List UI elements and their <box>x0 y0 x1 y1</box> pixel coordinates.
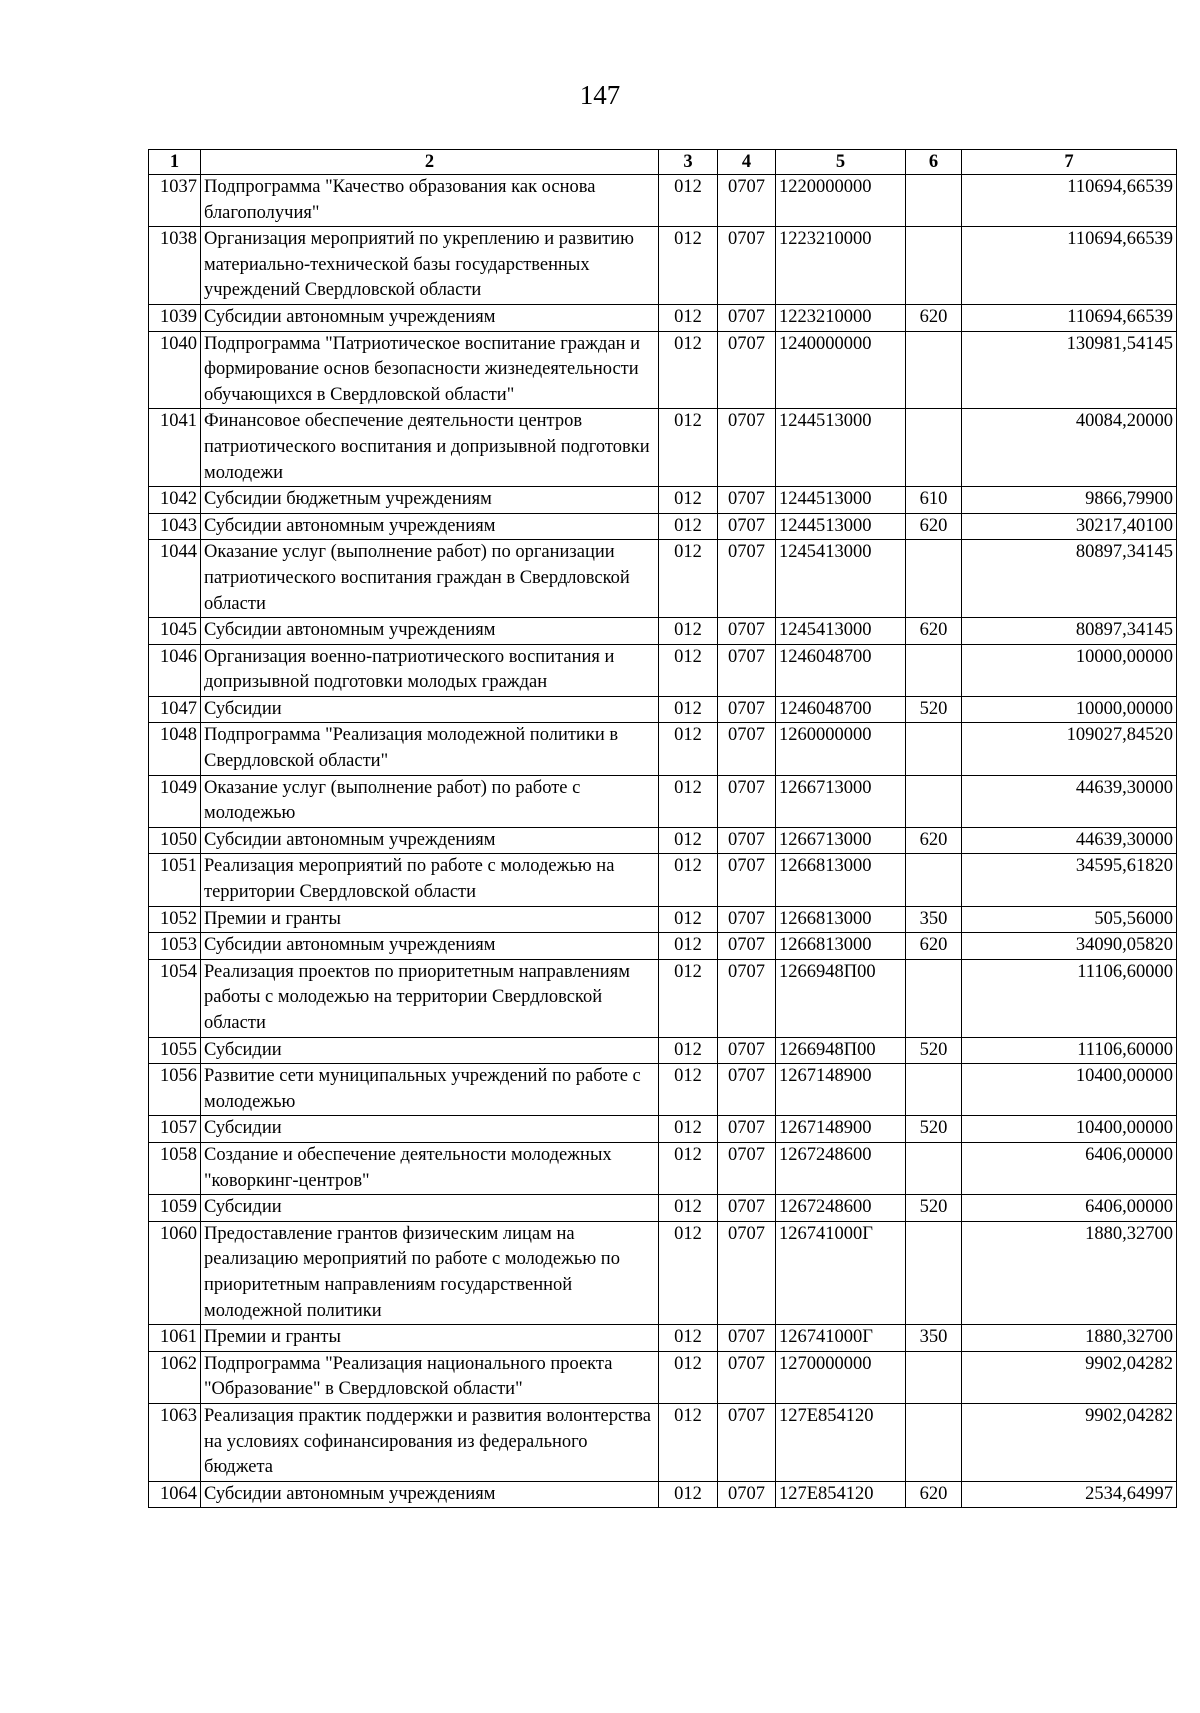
table-row <box>149 1351 1177 1403</box>
row-name: Субсидии <box>201 1195 659 1222</box>
row-target-code: 127E854120 <box>776 1403 906 1481</box>
row-amount: 1880,32700 <box>962 1325 1177 1352</box>
row-amount: 6406,00000 <box>962 1195 1177 1222</box>
row-ministry-code: 012 <box>659 959 718 1037</box>
row-amount: 80897,34145 <box>962 540 1177 618</box>
table-row <box>149 1142 1177 1194</box>
row-section-code: 0707 <box>718 1403 776 1481</box>
row-number: 1037 <box>149 175 201 227</box>
row-expense-type <box>906 644 962 696</box>
row-target-code: 1266813000 <box>776 854 906 906</box>
row-target-code: 1266948П00 <box>776 959 906 1037</box>
row-expense-type: 350 <box>906 1325 962 1352</box>
row-name: Подпрограмма "Реализация молодежной политики в Свердловской области" <box>201 723 659 775</box>
row-target-code: 1266813000 <box>776 906 906 933</box>
row-number: 1044 <box>149 540 201 618</box>
row-amount: 10400,00000 <box>962 1116 1177 1143</box>
row-ministry-code: 012 <box>659 487 718 514</box>
row-amount: 6406,00000 <box>962 1142 1177 1194</box>
column-header: 6 <box>906 150 962 175</box>
row-amount: 2534,64997 <box>962 1481 1177 1508</box>
row-amount: 30217,40100 <box>962 513 1177 540</box>
row-expense-type <box>906 854 962 906</box>
row-ministry-code: 012 <box>659 644 718 696</box>
row-amount: 110694,66539 <box>962 175 1177 227</box>
row-name: Развитие сети муниципальных учреждений по работе с молодежью <box>201 1064 659 1116</box>
row-number: 1062 <box>149 1351 201 1403</box>
table-row <box>149 513 1177 540</box>
row-name: Субсидии бюджетным учреждениям <box>201 487 659 514</box>
table-row <box>149 227 1177 305</box>
row-ministry-code: 012 <box>659 618 718 645</box>
row-number: 1059 <box>149 1195 201 1222</box>
row-section-code: 0707 <box>718 409 776 487</box>
row-target-code: 1267148900 <box>776 1064 906 1116</box>
row-expense-type: 350 <box>906 906 962 933</box>
row-amount: 10400,00000 <box>962 1064 1177 1116</box>
row-amount: 11106,60000 <box>962 1037 1177 1064</box>
table-row <box>149 304 1177 331</box>
row-target-code: 1266713000 <box>776 827 906 854</box>
row-number: 1064 <box>149 1481 201 1508</box>
row-amount: 44639,30000 <box>962 827 1177 854</box>
row-ministry-code: 012 <box>659 1481 718 1508</box>
row-number: 1041 <box>149 409 201 487</box>
row-ministry-code: 012 <box>659 1325 718 1352</box>
row-expense-type: 620 <box>906 827 962 854</box>
row-name: Предоставление грантов физическим лицам на реализацию мероприятий по работе с молодежью по приоритетным направлениям государственной молодежной политики <box>201 1221 659 1324</box>
row-number: 1048 <box>149 723 201 775</box>
row-number: 1063 <box>149 1403 201 1481</box>
row-section-code: 0707 <box>718 644 776 696</box>
row-number: 1038 <box>149 227 201 305</box>
row-number: 1042 <box>149 487 201 514</box>
row-number: 1051 <box>149 854 201 906</box>
column-header: 4 <box>718 150 776 175</box>
row-expense-type: 610 <box>906 487 962 514</box>
page-number: 147 <box>579 80 621 110</box>
row-ministry-code: 012 <box>659 775 718 827</box>
row-ministry-code: 012 <box>659 933 718 960</box>
table-row <box>149 644 1177 696</box>
row-target-code: 127E854120 <box>776 1481 906 1508</box>
row-target-code: 1223210000 <box>776 227 906 305</box>
row-ministry-code: 012 <box>659 1142 718 1194</box>
row-number: 1056 <box>149 1064 201 1116</box>
row-section-code: 0707 <box>718 1037 776 1064</box>
row-name: Субсидии автономным учреждениям <box>201 513 659 540</box>
row-target-code: 126741000Г <box>776 1325 906 1352</box>
row-section-code: 0707 <box>718 540 776 618</box>
row-amount: 110694,66539 <box>962 227 1177 305</box>
table-row <box>149 696 1177 723</box>
row-number: 1046 <box>149 644 201 696</box>
row-target-code: 1244513000 <box>776 409 906 487</box>
row-section-code: 0707 <box>718 1481 776 1508</box>
row-ministry-code: 012 <box>659 227 718 305</box>
row-expense-type <box>906 175 962 227</box>
table-row <box>149 775 1177 827</box>
row-name: Субсидии автономным учреждениям <box>201 304 659 331</box>
row-amount: 44639,30000 <box>962 775 1177 827</box>
row-name: Реализация проектов по приоритетным направлениям работы с молодежью на территории Свердловской области <box>201 959 659 1037</box>
row-name: Субсидии <box>201 1116 659 1143</box>
row-target-code: 1244513000 <box>776 513 906 540</box>
row-ministry-code: 012 <box>659 723 718 775</box>
row-amount: 34595,61820 <box>962 854 1177 906</box>
row-expense-type: 520 <box>906 696 962 723</box>
row-name: Реализация практик поддержки и развития волонтерства на условиях софинансирования из федерального бюджета <box>201 1403 659 1481</box>
row-section-code: 0707 <box>718 1221 776 1324</box>
table-row <box>149 331 1177 409</box>
row-section-code: 0707 <box>718 331 776 409</box>
row-section-code: 0707 <box>718 933 776 960</box>
table-row <box>149 1064 1177 1116</box>
row-target-code: 1223210000 <box>776 304 906 331</box>
row-expense-type <box>906 1064 962 1116</box>
row-target-code: 1266948П00 <box>776 1037 906 1064</box>
row-expense-type: 620 <box>906 304 962 331</box>
row-section-code: 0707 <box>718 1325 776 1352</box>
row-section-code: 0707 <box>718 175 776 227</box>
row-expense-type <box>906 409 962 487</box>
row-target-code: 1246048700 <box>776 644 906 696</box>
row-number: 1047 <box>149 696 201 723</box>
row-target-code: 1260000000 <box>776 723 906 775</box>
row-ministry-code: 012 <box>659 1195 718 1222</box>
row-amount: 109027,84520 <box>962 723 1177 775</box>
row-ministry-code: 012 <box>659 331 718 409</box>
row-expense-type <box>906 540 962 618</box>
row-number: 1053 <box>149 933 201 960</box>
row-amount: 9902,04282 <box>962 1403 1177 1481</box>
row-section-code: 0707 <box>718 906 776 933</box>
row-name: Подпрограмма "Качество образования как основа благополучия" <box>201 175 659 227</box>
row-name: Создание и обеспечение деятельности молодежных "коворкинг-центров" <box>201 1142 659 1194</box>
row-expense-type: 520 <box>906 1037 962 1064</box>
table-body <box>149 175 1177 1508</box>
table-header-row <box>149 150 1177 175</box>
row-ministry-code: 012 <box>659 906 718 933</box>
row-section-code: 0707 <box>718 1116 776 1143</box>
row-amount: 1880,32700 <box>962 1221 1177 1324</box>
row-amount: 40084,20000 <box>962 409 1177 487</box>
row-ministry-code: 012 <box>659 513 718 540</box>
row-ministry-code: 012 <box>659 1403 718 1481</box>
row-name: Субсидии автономным учреждениям <box>201 618 659 645</box>
table-row <box>149 1037 1177 1064</box>
row-name: Субсидии автономным учреждениям <box>201 827 659 854</box>
row-target-code: 1245413000 <box>776 618 906 645</box>
row-expense-type: 620 <box>906 513 962 540</box>
row-number: 1040 <box>149 331 201 409</box>
row-ministry-code: 012 <box>659 854 718 906</box>
row-expense-type: 620 <box>906 933 962 960</box>
row-ministry-code: 012 <box>659 175 718 227</box>
row-section-code: 0707 <box>718 854 776 906</box>
row-section-code: 0707 <box>718 1351 776 1403</box>
row-ministry-code: 012 <box>659 540 718 618</box>
row-number: 1057 <box>149 1116 201 1143</box>
row-amount: 10000,00000 <box>962 644 1177 696</box>
row-expense-type <box>906 959 962 1037</box>
row-number: 1043 <box>149 513 201 540</box>
table-row <box>149 175 1177 227</box>
row-number: 1058 <box>149 1142 201 1194</box>
row-name: Финансовое обеспечение деятельности центров патриотического воспитания и допризывной подготовки молодежи <box>201 409 659 487</box>
row-expense-type: 520 <box>906 1116 962 1143</box>
row-target-code: 1246048700 <box>776 696 906 723</box>
row-target-code: 1266713000 <box>776 775 906 827</box>
row-number: 1050 <box>149 827 201 854</box>
table-row <box>149 959 1177 1037</box>
row-expense-type <box>906 331 962 409</box>
row-expense-type: 520 <box>906 1195 962 1222</box>
table-row <box>149 487 1177 514</box>
row-ministry-code: 012 <box>659 304 718 331</box>
row-expense-type <box>906 1142 962 1194</box>
row-section-code: 0707 <box>718 1142 776 1194</box>
row-expense-type <box>906 723 962 775</box>
row-target-code: 1267248600 <box>776 1195 906 1222</box>
row-target-code: 1240000000 <box>776 331 906 409</box>
row-target-code: 1267148900 <box>776 1116 906 1143</box>
row-number: 1052 <box>149 906 201 933</box>
row-amount: 9902,04282 <box>962 1351 1177 1403</box>
table-row <box>149 933 1177 960</box>
row-amount: 110694,66539 <box>962 304 1177 331</box>
table-row <box>149 854 1177 906</box>
row-number: 1061 <box>149 1325 201 1352</box>
row-amount: 505,56000 <box>962 906 1177 933</box>
row-ministry-code: 012 <box>659 409 718 487</box>
column-header: 5 <box>776 150 906 175</box>
row-section-code: 0707 <box>718 487 776 514</box>
row-section-code: 0707 <box>718 827 776 854</box>
budget-table <box>148 149 1177 1508</box>
table-row <box>149 1403 1177 1481</box>
row-ministry-code: 012 <box>659 1037 718 1064</box>
row-name: Субсидии автономным учреждениям <box>201 933 659 960</box>
table-row <box>149 827 1177 854</box>
row-ministry-code: 012 <box>659 827 718 854</box>
row-number: 1060 <box>149 1221 201 1324</box>
row-ministry-code: 012 <box>659 1351 718 1403</box>
row-section-code: 0707 <box>718 723 776 775</box>
row-ministry-code: 012 <box>659 1064 718 1116</box>
row-target-code: 1270000000 <box>776 1351 906 1403</box>
table-row <box>149 906 1177 933</box>
row-number: 1054 <box>149 959 201 1037</box>
row-target-code: 1244513000 <box>776 487 906 514</box>
row-target-code: 1220000000 <box>776 175 906 227</box>
row-name: Организация мероприятий по укреплению и развитию материально-технической базы государственных учреждений Свердловской области <box>201 227 659 305</box>
row-section-code: 0707 <box>718 1195 776 1222</box>
row-section-code: 0707 <box>718 1064 776 1116</box>
row-section-code: 0707 <box>718 304 776 331</box>
row-section-code: 0707 <box>718 775 776 827</box>
column-header: 2 <box>201 150 659 175</box>
row-name: Премии и гранты <box>201 906 659 933</box>
row-name: Субсидии автономным учреждениям <box>201 1481 659 1508</box>
row-target-code: 126741000Г <box>776 1221 906 1324</box>
row-expense-type: 620 <box>906 618 962 645</box>
row-expense-type <box>906 1403 962 1481</box>
row-section-code: 0707 <box>718 227 776 305</box>
table-row <box>149 1325 1177 1352</box>
row-ministry-code: 012 <box>659 1116 718 1143</box>
table-row <box>149 618 1177 645</box>
row-section-code: 0707 <box>718 696 776 723</box>
row-ministry-code: 012 <box>659 696 718 723</box>
row-amount: 80897,34145 <box>962 618 1177 645</box>
table-row <box>149 409 1177 487</box>
row-name: Реализация мероприятий по работе с молодежью на территории Свердловской области <box>201 854 659 906</box>
row-name: Субсидии <box>201 696 659 723</box>
column-header: 3 <box>659 150 718 175</box>
column-header: 1 <box>149 150 201 175</box>
row-expense-type <box>906 1351 962 1403</box>
row-name: Оказание услуг (выполнение работ) по работе с молодежью <box>201 775 659 827</box>
row-expense-type <box>906 227 962 305</box>
row-amount: 34090,05820 <box>962 933 1177 960</box>
row-section-code: 0707 <box>718 513 776 540</box>
table-row <box>149 1481 1177 1508</box>
row-section-code: 0707 <box>718 959 776 1037</box>
row-section-code: 0707 <box>718 618 776 645</box>
row-amount: 130981,54145 <box>962 331 1177 409</box>
column-header: 7 <box>962 150 1177 175</box>
row-amount: 11106,60000 <box>962 959 1177 1037</box>
row-name: Подпрограмма "Патриотическое воспитание граждан и формирование основ безопасности жизнедеятельности обучающихся в Свердловской области" <box>201 331 659 409</box>
table-row <box>149 1221 1177 1324</box>
row-target-code: 1266813000 <box>776 933 906 960</box>
row-name: Субсидии <box>201 1037 659 1064</box>
table-row <box>149 1116 1177 1143</box>
row-number: 1055 <box>149 1037 201 1064</box>
row-name: Премии и гранты <box>201 1325 659 1352</box>
row-name: Подпрограмма "Реализация национального проекта "Образование" в Свердловской области" <box>201 1351 659 1403</box>
row-expense-type <box>906 775 962 827</box>
row-name: Оказание услуг (выполнение работ) по организации патриотического воспитания граждан в Свердловской области <box>201 540 659 618</box>
row-name: Организация военно-патриотического воспитания и допризывной подготовки молодых граждан <box>201 644 659 696</box>
row-amount: 10000,00000 <box>962 696 1177 723</box>
row-number: 1039 <box>149 304 201 331</box>
table-row <box>149 1195 1177 1222</box>
row-expense-type: 620 <box>906 1481 962 1508</box>
row-target-code: 1267248600 <box>776 1142 906 1194</box>
table-row <box>149 540 1177 618</box>
row-ministry-code: 012 <box>659 1221 718 1324</box>
row-target-code: 1245413000 <box>776 540 906 618</box>
row-number: 1049 <box>149 775 201 827</box>
table-row <box>149 723 1177 775</box>
row-amount: 9866,79900 <box>962 487 1177 514</box>
row-expense-type <box>906 1221 962 1324</box>
row-number: 1045 <box>149 618 201 645</box>
